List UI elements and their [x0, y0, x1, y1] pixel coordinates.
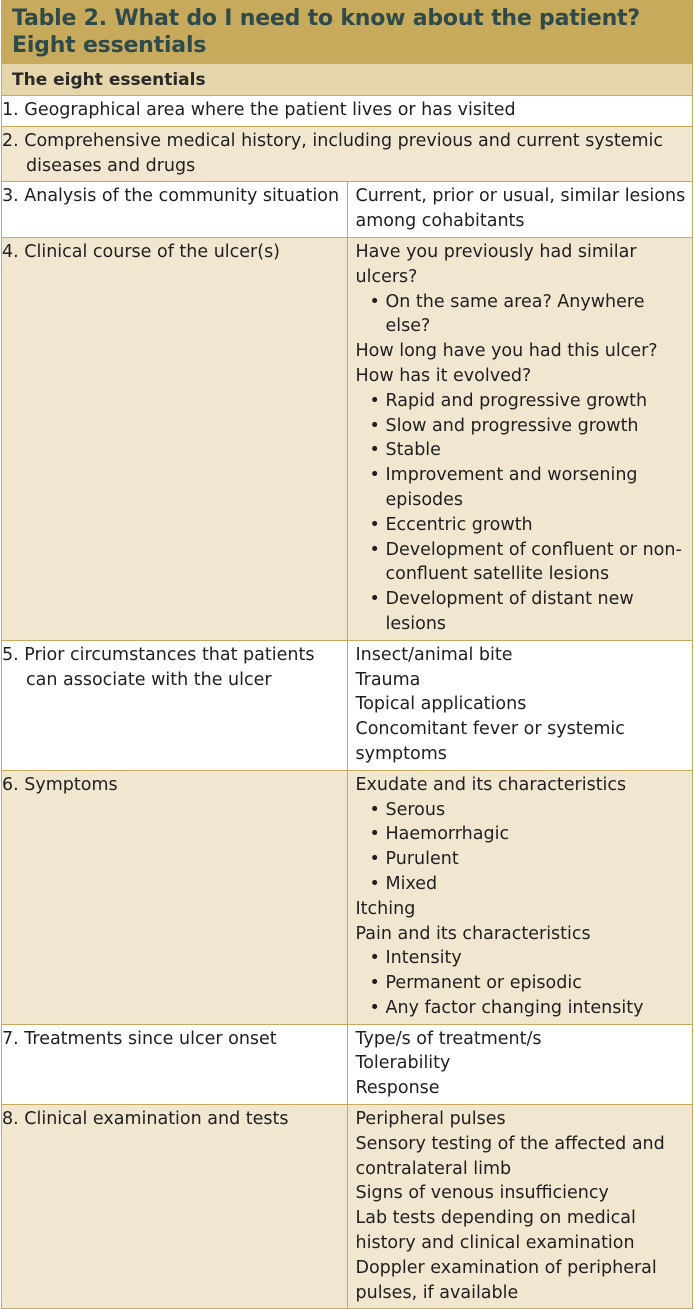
detail-item: Doppler examination of peripheral pulses, if available	[355, 1257, 657, 1303]
bullet-item: • Intensity	[356, 946, 691, 971]
row-details	[347, 182, 692, 238]
bullet-item: • On the same area? Anywhere else?	[356, 290, 691, 340]
detail-item: Type/s of treatment/s	[355, 1028, 542, 1049]
bullet-item: • Eccentric growth	[356, 513, 691, 538]
detail-item: Have you previously had similar ulcers?	[355, 241, 637, 287]
detail-item: Sensory testing of the affected and contralateral limb	[355, 1133, 665, 1179]
detail-item: Trauma	[355, 669, 421, 690]
detail-item: Topical applications	[355, 694, 527, 715]
table-row	[2, 770, 692, 1024]
row-label: 8. Clinical examination and tests	[2, 1105, 347, 1309]
row-label: 7. Treatments since ulcer onset	[2, 1024, 347, 1104]
detail-item: Current, prior or usual, similar lesions among cohabitants	[355, 186, 686, 232]
detail-item: Lab tests depending on medical history and clinical examination	[355, 1208, 636, 1254]
row-details	[347, 1105, 692, 1309]
table-row	[2, 1024, 692, 1104]
table-row	[2, 126, 692, 182]
row-label: 1. Geographical area where the patient lives or has visited	[2, 96, 692, 127]
bullet-item: • Haemorrhagic	[356, 822, 691, 847]
row-label: 6. Symptoms	[2, 770, 347, 1024]
detail-item: Pain and its characteristics	[355, 923, 591, 944]
bullet-item: • Serous	[356, 798, 691, 823]
essentials-grid	[2, 95, 692, 1308]
bullet-item: • Development of confluent or non-confluent satellite lesions	[356, 538, 691, 588]
detail-item: How long have you had this ulcer?	[355, 341, 658, 362]
table-row	[2, 182, 692, 238]
detail-item: Tolerability	[355, 1053, 451, 1074]
bullet-item: • Improvement and worsening episodes	[356, 463, 691, 513]
detail-item: Signs of venous insufficiency	[355, 1183, 609, 1204]
table-row	[2, 640, 692, 770]
detail-item: Exudate and its characteristics	[355, 774, 627, 795]
detail-item: Response	[355, 1078, 440, 1099]
bullet-item: • Any factor changing intensity	[356, 996, 691, 1021]
table-title-bar	[2, 1, 692, 63]
table-row	[2, 96, 692, 127]
row-label: 4. Clinical course of the ulcer(s)	[2, 237, 347, 640]
table-row	[2, 1105, 692, 1309]
bullet-item: • Mixed	[356, 872, 691, 897]
bullet-item: • Rapid and progressive growth	[356, 389, 691, 414]
detail-item: Concomitant fever or systemic symptoms	[355, 719, 625, 764]
detail-item: Peripheral pulses	[355, 1109, 506, 1130]
row-details	[347, 1024, 692, 1104]
bullet-item: • Slow and progressive growth	[356, 414, 691, 439]
table-row	[2, 237, 692, 640]
detail-item: Insect/animal bite	[355, 644, 513, 665]
detail-item: Itching	[355, 898, 416, 919]
row-details	[347, 237, 692, 640]
bullet-item: • Development of distant new lesions	[356, 587, 691, 637]
row-label: 3. Analysis of the community situation	[2, 182, 347, 238]
bullet-item: • Stable	[356, 438, 691, 463]
row-details	[347, 640, 692, 770]
row-label: 2. Comprehensive medical history, including previous and current systemic diseases and drugs	[2, 126, 692, 182]
essentials-table	[1, 0, 693, 1309]
bullet-item: • Permanent or episodic	[356, 971, 691, 996]
table-subheader: The eight essentials	[2, 63, 692, 95]
row-details	[347, 770, 692, 1024]
row-label: 5. Prior circumstances that patients can associate with the ulcer	[2, 640, 347, 770]
detail-item: How has it evolved?	[355, 365, 532, 386]
table-title: Table 2. What do I need to know about the patient? Eight essentials	[12, 6, 640, 58]
bullet-item: • Purulent	[356, 847, 691, 872]
